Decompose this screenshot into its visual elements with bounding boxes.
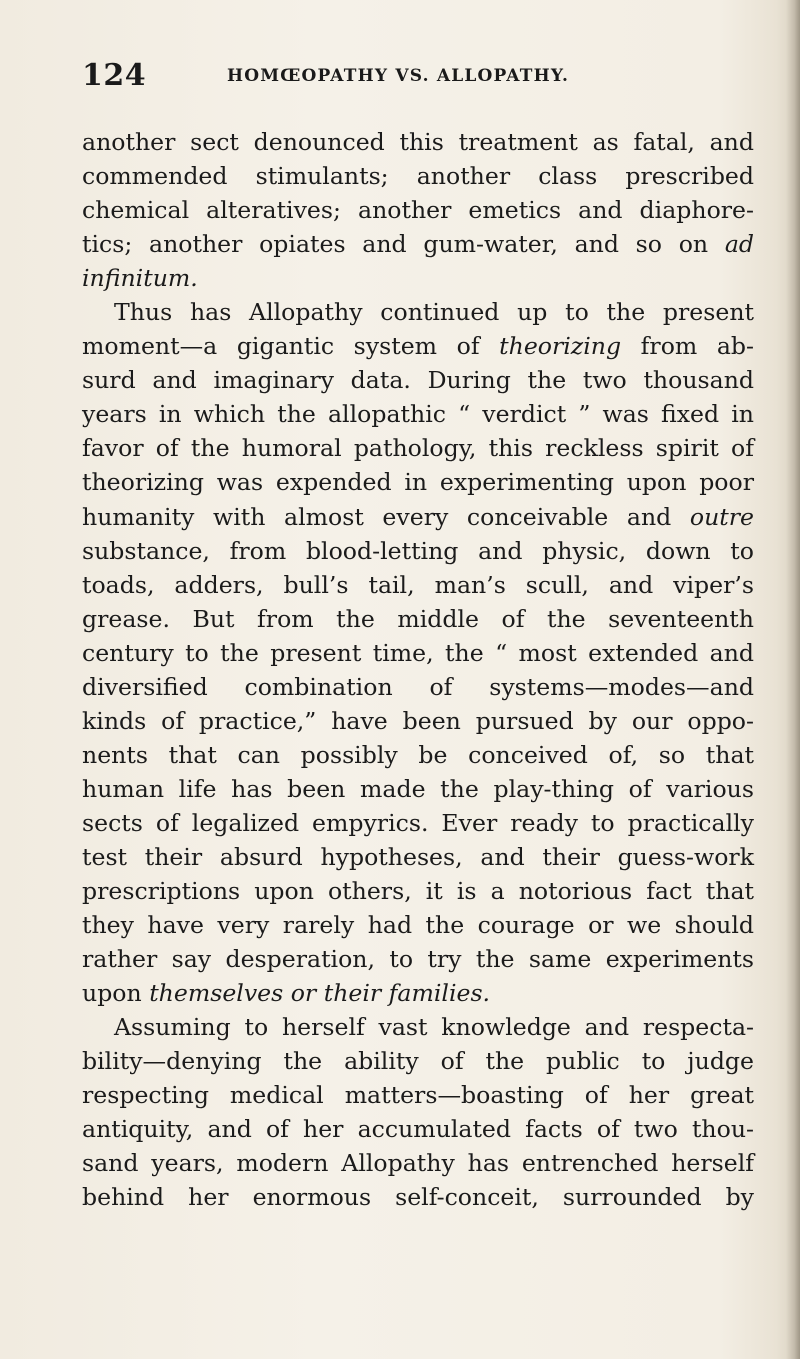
text-segment: rather say desperation, to try the same experiments [82,945,754,974]
text-segment: sand years, modern Allopathy has entrenched herself [82,1149,754,1178]
text-line [82,125,754,159]
text-line [82,772,754,806]
text-segment: test their absurd hypotheses, and their guess-work [82,842,754,871]
body-text [82,125,754,1215]
text-segment: another sect denounced this treatment as fatal, and [82,128,754,156]
text-segment: diversified combination of systems—modes—and [82,672,754,701]
text-segment: grease. But from the middle of the seventeenth [82,604,754,633]
text-segment: kinds of practice,” have been pursued by our oppo- [82,706,754,735]
text-segment: bility—denying the ability of the public to judge [82,1047,754,1076]
text-segment: from ab- [621,332,754,361]
text-segment: upon [82,979,150,1008]
italic-text-segment: ad [724,230,754,259]
text-segment: sects of legalized empyrics. Ever ready to practically [82,808,754,837]
text-line [82,976,754,1010]
text-line [82,500,754,534]
text-line [82,193,754,227]
text-line [82,1180,754,1214]
page-header [82,58,742,98]
text-line [82,908,754,942]
text-line [82,636,754,670]
italic-text-segment: infinitum. [82,264,198,293]
text-segment: favor of the humoral pathology, this reckless spirit of [82,434,754,463]
text-segment: behind her enormous self-conceit, surrounded by [82,1183,754,1212]
text-segment: chemical alteratives; another emetics and diaphore- [82,196,754,225]
text-segment: surd and imaginary data. During the two thousand [82,366,754,395]
text-segment: human life has been made the play-thing of various [82,774,754,803]
text-line [82,159,754,193]
text-line [82,704,754,738]
text-line [82,465,754,499]
text-line [82,431,754,465]
text-segment: humanity with almost every conceivable and [82,502,690,531]
page-number: 124 [82,58,147,93]
text-segment: moment—a gigantic system of [82,332,500,361]
text-line [82,261,754,295]
text-line [82,1146,754,1180]
text-segment: nents that can possibly be conceived of, so that [82,740,754,769]
text-line [82,329,754,363]
text-segment: commended stimulants; another class prescribed [82,162,754,191]
text-line [82,568,754,602]
text-line [82,1044,754,1078]
text-segment: Thus has Allopathy continued up to the present [114,298,754,327]
text-segment: theorizing was expended in experimenting upon poor [82,468,754,497]
text-line [82,397,754,431]
running-head: HOMŒOPATHY VS. ALLOPATHY. [227,66,570,86]
text-segment: Assuming to herself vast knowledge and respecta- [114,1013,754,1042]
italic-text-segment: theorizing [499,332,622,361]
text-line [82,874,754,908]
text-line [82,942,754,976]
text-line [82,1112,754,1146]
text-line [82,806,754,840]
text-line [82,295,754,329]
italic-text-segment: themselves or their families. [149,979,491,1008]
text-segment: they have very rarely had the courage or we should [82,911,754,940]
text-segment: respecting medical matters—boasting of her great [82,1081,754,1110]
text-line [82,363,754,397]
text-segment: prescriptions upon others, it is a notorious fact that [82,877,754,906]
text-line [82,1010,754,1044]
text-line [82,1078,754,1112]
text-segment: tics; another opiates and gum-water, and so on [82,230,725,259]
text-segment: antiquity, and of her accumulated facts of two thou- [82,1115,754,1144]
text-line [82,738,754,772]
text-segment: century to the present time, the “ most extended and [82,638,754,667]
text-line [82,227,754,261]
page-edge-shadow [786,0,800,1359]
italic-text-segment: outre [689,502,754,531]
text-line [82,534,754,568]
text-line [82,602,754,636]
text-line [82,840,754,874]
text-segment: toads, adders, bull’s tail, man’s scull, and viper’s [82,570,754,599]
text-segment: substance, from blood-letting and physic, down to [82,536,754,565]
text-segment: years in which the allopathic “ verdict ” was fixed in [82,400,754,429]
text-line [82,670,754,704]
